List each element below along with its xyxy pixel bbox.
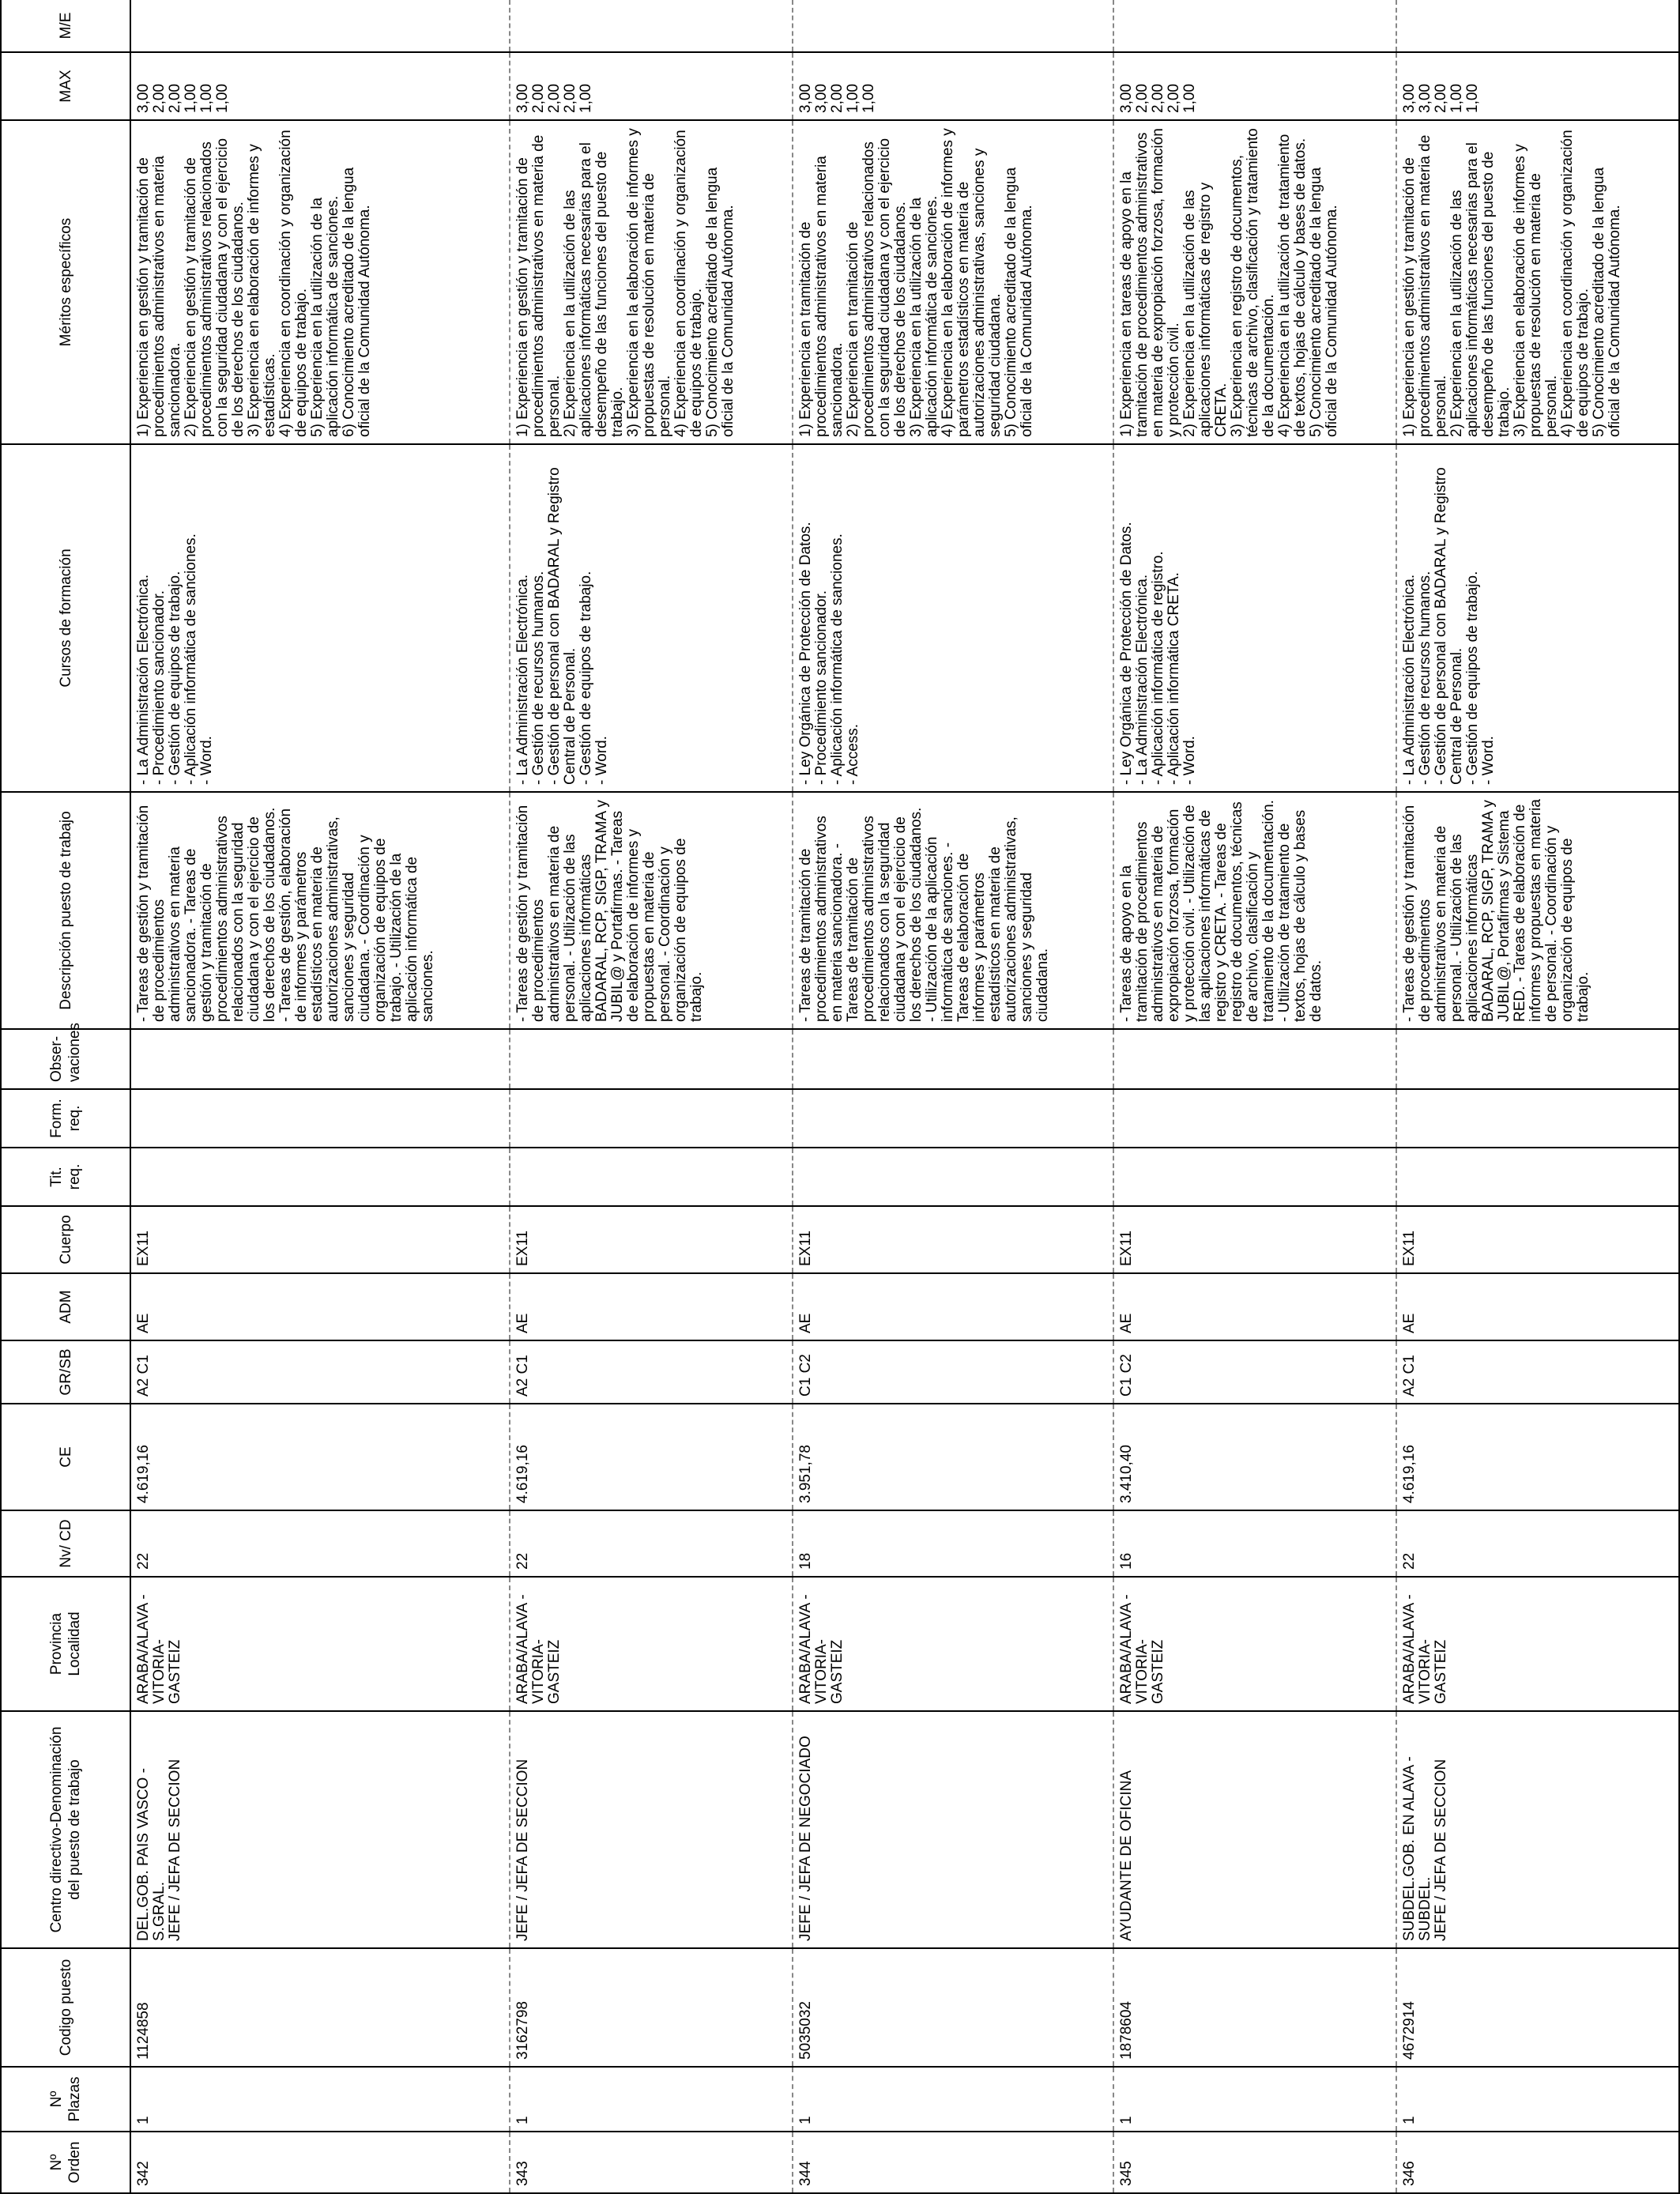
curso-item: - Gestión de recursos humanos. bbox=[529, 571, 547, 785]
cell-ce bbox=[510, 1404, 793, 1510]
max-value: 3,00 bbox=[135, 84, 152, 113]
merito-item: 3) Experiencia en registro de documentos, técnicas de archivo, clasificación y tratamiento de la documentación. bbox=[1229, 128, 1278, 437]
cell-nivel bbox=[510, 1510, 793, 1577]
cell-ce bbox=[130, 1404, 510, 1510]
grsb-value: A2 C1 bbox=[1401, 1355, 1418, 1397]
cell-orden bbox=[793, 2132, 1114, 2193]
ce-value: 4.619,16 bbox=[1401, 1445, 1418, 1503]
header-tit: Tit. req. bbox=[1, 1148, 130, 1206]
merito-item: 4) Experiencia en coordinación y organización de equipos de trabajo. bbox=[672, 130, 705, 437]
max-value: 1,00 bbox=[1448, 84, 1466, 113]
header-cursos: Cursos de formación bbox=[1, 444, 130, 792]
merito-item: 3) Experiencia en elaboración de informes y propuestas de resolución en materia de personal. bbox=[1512, 144, 1561, 437]
grsb-value: C1 C2 bbox=[797, 1354, 814, 1397]
cell-codigo bbox=[793, 1948, 1114, 2067]
cell-cursos bbox=[1113, 444, 1396, 792]
merito-item: 2) Experiencia en la utilización de las aplicaciones informáticas necesarias para el desempeño de las funciones del puesto de trabajo. bbox=[561, 142, 626, 437]
cell-max bbox=[793, 52, 1114, 120]
cell-ce bbox=[1113, 1404, 1396, 1510]
cell-max bbox=[130, 52, 510, 120]
grsb-value: A2 C1 bbox=[514, 1355, 531, 1397]
cell-descripcion bbox=[793, 792, 1114, 1029]
header-centro: Centro directivo-Denominación del puesto de trabajo bbox=[1, 1711, 130, 1948]
merito-item: 5) Experiencia en la utilización de la aplicación informática de sanciones. bbox=[309, 195, 341, 437]
curso-item: - Gestión de personal con BADARAL y Registro Central de Personal. bbox=[1433, 467, 1466, 785]
table-row bbox=[130, 0, 510, 2193]
cell-plazas bbox=[1396, 2067, 1679, 2132]
cell-orden bbox=[510, 2132, 793, 2193]
orden-value: 345 bbox=[1118, 2161, 1136, 2186]
cell-plazas bbox=[1113, 2067, 1396, 2132]
max-value: 2,00 bbox=[1134, 84, 1151, 113]
adm-value: AE bbox=[797, 1313, 814, 1333]
max-value: 2,00 bbox=[1150, 84, 1167, 113]
max-value: 1,00 bbox=[860, 84, 877, 113]
header-me: M/E bbox=[1, 0, 130, 52]
cell-meritos bbox=[1113, 120, 1396, 444]
max-value: 2,00 bbox=[828, 84, 846, 113]
cell-form bbox=[793, 1089, 1114, 1148]
cell-cursos bbox=[1396, 444, 1679, 792]
curso-item: - La Administración Electrónica. bbox=[1401, 574, 1418, 785]
cell-centro bbox=[1113, 1711, 1396, 1948]
cell-obs bbox=[510, 1029, 793, 1089]
cell-cuerpo bbox=[793, 1206, 1114, 1273]
descripcion-value: - Tareas de gestión y tramitación de procedimientos administrativos en materia sancionadora. - Tareas de gestión y tramitación de procedimientos administrativos relacionados con la seguridad ciudadana y con el ejercicio de los derechos de los ciudadanos. - Tareas de gestión, elaboración de informes y parámetros estadísticos en materia de autorizaciones administrativas, sanciones y seguridad ciudadana. - Coordinación y organización de equipos de trabajo. - Utilización de la aplicación informática de sanciones. bbox=[135, 805, 436, 1022]
cuerpo-value: EX11 bbox=[797, 1230, 814, 1266]
cell-orden bbox=[130, 2132, 510, 2193]
max-value: 3,00 bbox=[1417, 84, 1434, 113]
header-form: Form. req. bbox=[1, 1089, 130, 1148]
adm-value: AE bbox=[514, 1313, 531, 1333]
cell-centro bbox=[510, 1711, 793, 1948]
cell-tit bbox=[1113, 1148, 1396, 1206]
header-row bbox=[1, 0, 130, 2193]
denominacion-value: AYUDANTE DE OFICINA bbox=[1118, 1770, 1136, 1941]
merito-item: 2) Experiencia en la utilización de las aplicaciones informáticas necesarias para el desempeño de las funciones del puesto de trabajo. bbox=[1448, 142, 1513, 437]
grsb-value: C1 C2 bbox=[1118, 1354, 1136, 1397]
cell-grsb bbox=[130, 1340, 510, 1404]
curso-item: - Aplicación informática de sanciones. bbox=[828, 533, 846, 785]
cell-orden bbox=[1113, 2132, 1396, 2193]
header-plazas: Nº Plazas bbox=[1, 2067, 130, 2132]
header-obs: Obser-vaciones bbox=[1, 1029, 130, 1089]
merito-item: 5) Conocimiento acreditado de la lengua oficial de la Comunidad Autónoma. bbox=[1591, 167, 1624, 437]
curso-item: - Access. bbox=[844, 723, 861, 785]
max-value: 1,00 bbox=[1181, 84, 1199, 113]
max-value: 2,00 bbox=[1166, 84, 1183, 113]
curso-item: - Gestión de equipos de trabajo. bbox=[1464, 571, 1482, 785]
cell-descripcion bbox=[1396, 792, 1679, 1029]
nivel-value: 22 bbox=[1401, 1552, 1418, 1570]
cell-tit bbox=[793, 1148, 1114, 1206]
cuerpo-value: EX11 bbox=[1118, 1230, 1136, 1266]
merito-item: 3) Experiencia en la utilización de la aplicación informática de sanciones. bbox=[907, 195, 940, 437]
cell-cursos bbox=[510, 444, 793, 792]
cell-me bbox=[510, 0, 793, 52]
cell-adm bbox=[130, 1273, 510, 1340]
table-row bbox=[510, 0, 793, 2193]
cell-meritos bbox=[793, 120, 1114, 444]
max-value: 1,00 bbox=[183, 84, 199, 113]
max-value: 3,00 bbox=[812, 84, 830, 113]
cell-cuerpo bbox=[1113, 1206, 1396, 1273]
nivel-value: 22 bbox=[135, 1552, 152, 1570]
header-ce: CE bbox=[1, 1404, 130, 1510]
codigo-value: 1878604 bbox=[1118, 2001, 1136, 2060]
cell-meritos bbox=[510, 120, 793, 444]
descripcion-value: - Tareas de apoyo en la tramitación de procedimientos administrativos en materia de expropiación forzosa, formación y protección civil. - Utilización de las aplicaciones informáticas de registro y CRETA. - Tareas de registro de documentos, técnicas de archivo, clasificación y tratamiento de la documentación. - Utilización de tratamiento de textos, hojas de cálculo y bases de datos. bbox=[1118, 800, 1325, 1022]
merito-item: 2) Experiencia en gestión y tramitación de procedimientos administrativos relacionados con la seguridad ciudadana y con el ejercicio de los derechos de los ciudadanos. bbox=[183, 138, 247, 437]
merito-item: 5) Conocimiento acreditado de la lengua oficial de la Comunidad Autónoma. bbox=[703, 167, 736, 437]
cell-grsb bbox=[510, 1340, 793, 1404]
header-cuerpo: Cuerpo bbox=[1, 1206, 130, 1273]
cell-cuerpo bbox=[130, 1206, 510, 1273]
cell-descripcion bbox=[510, 792, 793, 1029]
curso-item: - Gestión de equipos de trabajo. bbox=[167, 571, 183, 785]
max-value: 1,00 bbox=[214, 84, 231, 113]
cell-centro bbox=[1396, 1711, 1679, 1948]
codigo-value: 5035032 bbox=[797, 2001, 814, 2060]
table-row bbox=[1113, 0, 1396, 2193]
cell-adm bbox=[793, 1273, 1114, 1340]
max-value: 2,00 bbox=[545, 84, 563, 113]
cell-me bbox=[130, 0, 510, 52]
denominacion-value: JEFE / JEFA DE NEGOCIADO bbox=[797, 1736, 814, 1941]
descripcion-value: - Tareas de gestión y tramitación de procedimientos administrativos en materia de personal. - Utilización de las aplicaciones informáticas BADARAL, RCP, SIGP, TRAMA y JUBIL@ y Portafirmas. - Tareas de elaboración de informes y propuestas en materia de personal. - Coordinación y organización de equipos de trabajo. bbox=[514, 800, 705, 1022]
denominacion-value: JEFE / JEFA DE SECCION bbox=[1433, 1759, 1450, 1941]
cuerpo-value: EX11 bbox=[514, 1230, 531, 1266]
cell-cursos bbox=[793, 444, 1114, 792]
curso-item: - Word. bbox=[198, 736, 215, 785]
ce-value: 3.951,78 bbox=[797, 1445, 814, 1503]
cell-provincia bbox=[1113, 1577, 1396, 1711]
table-row bbox=[793, 0, 1114, 2193]
merito-item: 1) Experiencia en tramitación de procedimientos administrativos en materia sancionadora. bbox=[797, 156, 846, 437]
max-value: 2,00 bbox=[1433, 84, 1450, 113]
header-adm: ADM bbox=[1, 1273, 130, 1340]
cell-codigo bbox=[1113, 1948, 1396, 2067]
cell-max bbox=[1113, 52, 1396, 120]
cell-tit bbox=[130, 1148, 510, 1206]
cell-nivel bbox=[793, 1510, 1114, 1577]
curso-item: - Aplicación informática de sanciones. bbox=[183, 533, 199, 785]
nivel-value: 16 bbox=[1118, 1552, 1136, 1570]
curso-item: - Procedimiento sancionador. bbox=[812, 590, 830, 785]
cell-nivel bbox=[1396, 1510, 1679, 1577]
adm-value: AE bbox=[1118, 1313, 1136, 1333]
cell-meritos bbox=[130, 120, 510, 444]
denominacion-value: JEFE / JEFA DE SECCION bbox=[167, 1759, 183, 1941]
cell-cursos bbox=[130, 444, 510, 792]
max-value: 1,00 bbox=[577, 84, 594, 113]
ce-value: 4.619,16 bbox=[514, 1445, 531, 1503]
cell-form bbox=[1113, 1089, 1396, 1148]
header-codigo: Codigo puesto bbox=[1, 1948, 130, 2067]
cell-nivel bbox=[1113, 1510, 1396, 1577]
curso-item: - La Administración Electrónica. bbox=[514, 574, 531, 785]
max-value: 3,00 bbox=[514, 84, 531, 113]
centro-directivo-value: DEL.GOB. PAIS VASCO - S.GRAL. bbox=[135, 1768, 168, 1941]
max-value: 1,00 bbox=[198, 84, 215, 113]
grsb-value: A2 C1 bbox=[135, 1355, 152, 1397]
merito-item: 2) Experiencia en tramitación de procedimientos administrativos relacionados con la seguridad ciudadana y con el ejercicio de los derechos de los ciudadanos. bbox=[844, 138, 909, 437]
merito-item: 4) Experiencia en coordinación y organización de equipos de trabajo. bbox=[1559, 130, 1592, 437]
merito-item: 2) Experiencia en la utilización de las aplicaciones informáticas de registro y CRETA. bbox=[1181, 182, 1230, 437]
table-row bbox=[1396, 0, 1679, 2193]
adm-value: AE bbox=[1401, 1313, 1418, 1333]
provincia-value: ARABA/ALAVA - VITORIA-GASTEIZ bbox=[514, 1594, 563, 1704]
merito-item: 3) Experiencia en la elaboración de informes y propuestas de resolución en materia de personal. bbox=[624, 128, 673, 437]
max-value: 2,00 bbox=[167, 84, 183, 113]
cell-obs bbox=[793, 1029, 1114, 1089]
max-value: 2,00 bbox=[561, 84, 578, 113]
codigo-value: 3162798 bbox=[514, 2001, 531, 2060]
cell-codigo bbox=[510, 1948, 793, 2067]
curso-item: - La Administración Electrónica. bbox=[135, 574, 152, 785]
codigo-value: 4672914 bbox=[1401, 2001, 1418, 2060]
cell-obs bbox=[130, 1029, 510, 1089]
plazas-value: 1 bbox=[1118, 2116, 1136, 2124]
cell-max bbox=[510, 52, 793, 120]
cell-obs bbox=[1396, 1029, 1679, 1089]
curso-item: - Aplicación informática CRETA. bbox=[1166, 572, 1183, 785]
header-nivel: Nv/ CD bbox=[1, 1510, 130, 1577]
cell-provincia bbox=[793, 1577, 1114, 1711]
max-value: 1,00 bbox=[844, 84, 861, 113]
orden-value: 346 bbox=[1401, 2161, 1418, 2186]
curso-item: - La Administración Electrónica. bbox=[1134, 574, 1151, 785]
plazas-value: 1 bbox=[135, 2116, 152, 2124]
descripcion-value: - Tareas de tramitación de procedimientos administrativos en materia sancionadora. - Tareas de tramitación de procedimientos administrativos relacionados con la seguridad ciudadana y con el ejercicio de los derechos de los ciudadanos. - Utilización de la aplicación informática de sanciones. - Tareas de elaboración de informes y parámetros estadísticos en materia de autorizaciones administrativas, sanciones y seguridad ciudadana. bbox=[797, 807, 1051, 1022]
cell-cuerpo bbox=[510, 1206, 793, 1273]
provincia-value: ARABA/ALAVA - VITORIA-GASTEIZ bbox=[1118, 1594, 1167, 1704]
merito-item: 3) Experiencia en elaboración de informes y estadísticas. bbox=[246, 144, 278, 437]
curso-item: - Aplicación informática de registro. bbox=[1150, 551, 1167, 785]
cuerpo-value: EX11 bbox=[1401, 1230, 1418, 1266]
cell-cuerpo bbox=[1396, 1206, 1679, 1273]
cell-me bbox=[793, 0, 1114, 52]
cell-descripcion bbox=[130, 792, 510, 1029]
max-value: 2,00 bbox=[529, 84, 547, 113]
header-descripcion: Descripción puesto de trabajo bbox=[1, 792, 130, 1029]
cell-grsb bbox=[1113, 1340, 1396, 1404]
cell-ce bbox=[1396, 1404, 1679, 1510]
max-value: 3,00 bbox=[1118, 84, 1136, 113]
plazas-value: 1 bbox=[797, 2116, 814, 2124]
cell-descripcion bbox=[1113, 792, 1396, 1029]
cell-codigo bbox=[130, 1948, 510, 2067]
cell-form bbox=[510, 1089, 793, 1148]
merito-item: 4) Experiencia en la utilización de tratamiento de textos, hojas de cálculo y bases de datos. bbox=[1276, 134, 1309, 437]
cell-meritos bbox=[1396, 120, 1679, 444]
curso-item: - Gestión de personal con BADARAL y Registro Central de Personal. bbox=[545, 467, 578, 785]
descripcion-value: - Tareas de gestión y tramitación de procedimientos administrativos en materia de personal. - Utilización de las aplicaciones informáticas BADARAL, RCP, SIGP, TRAMA y JUBIL@, Portafirmas y Sistema RED. - Tareas de elaboración de informes y propuestas en materia de personal. - Coordinación y organización de equipos de trabajo. bbox=[1401, 799, 1592, 1022]
header-max: MAX bbox=[1, 52, 130, 120]
cell-obs bbox=[1113, 1029, 1396, 1089]
cell-adm bbox=[1113, 1273, 1396, 1340]
cell-form bbox=[1396, 1089, 1679, 1148]
codigo-value: 1124858 bbox=[135, 2002, 152, 2060]
cell-tit bbox=[510, 1148, 793, 1206]
provincia-value: ARABA/ALAVA - VITORIA-GASTEIZ bbox=[797, 1594, 846, 1704]
cell-centro bbox=[130, 1711, 510, 1948]
cell-adm bbox=[510, 1273, 793, 1340]
orden-value: 344 bbox=[797, 2161, 814, 2186]
merito-item: 6) Conocimiento acreditado de la lengua oficial de la Comunidad Autónoma. bbox=[341, 167, 373, 437]
cell-provincia bbox=[510, 1577, 793, 1711]
merito-item: 5) Conocimiento acreditado de la lengua oficial de la Comunidad Autónoma. bbox=[1308, 167, 1341, 437]
cell-me bbox=[1396, 0, 1679, 52]
denominacion-value: JEFE / JEFA DE SECCION bbox=[514, 1759, 531, 1941]
cell-plazas bbox=[793, 2067, 1114, 2132]
cell-plazas bbox=[510, 2067, 793, 2132]
merito-item: 4) Experiencia en coordinación y organización de equipos de trabajo. bbox=[277, 130, 310, 437]
provincia-value: ARABA/ALAVA - VITORIA-GASTEIZ bbox=[1401, 1594, 1450, 1704]
curso-item: - Procedimiento sancionador. bbox=[151, 590, 168, 785]
plazas-value: 1 bbox=[1401, 2116, 1418, 2124]
cuerpo-value: EX11 bbox=[135, 1230, 152, 1266]
merito-item: 1) Experiencia en gestión y tramitación de procedimientos administrativos en materia de personal. bbox=[1401, 134, 1450, 437]
header-grsb: GR/SB bbox=[1, 1340, 130, 1404]
cell-nivel bbox=[130, 1510, 510, 1577]
curso-item: - Word. bbox=[1181, 736, 1199, 785]
merito-item: 4) Experiencia en la elaboración de informes y parámetros estadísticos en materia de autorizaciones administrativas, sanciones y seguridad ciudadana. bbox=[939, 128, 1004, 437]
max-value: 1,00 bbox=[1464, 84, 1482, 113]
orden-value: 342 bbox=[135, 2161, 152, 2186]
cell-orden bbox=[1396, 2132, 1679, 2193]
nivel-value: 22 bbox=[514, 1552, 531, 1570]
merito-item: 1) Experiencia en tareas de apoyo en la tramitación de procedimientos administrativos en materia de expropiación forzosa, formación y protección civil. bbox=[1118, 128, 1183, 437]
cell-grsb bbox=[793, 1340, 1114, 1404]
merito-item: 1) Experiencia en gestión y tramitación de procedimientos administrativos en materia sancionadora. bbox=[135, 156, 183, 437]
ce-value: 4.619,16 bbox=[135, 1445, 152, 1503]
cell-centro bbox=[793, 1711, 1114, 1948]
curso-item: - Gestión de equipos de trabajo. bbox=[577, 571, 594, 785]
nivel-value: 18 bbox=[797, 1552, 814, 1570]
max-value: 3,00 bbox=[797, 84, 814, 113]
cell-adm bbox=[1396, 1273, 1679, 1340]
cell-ce bbox=[793, 1404, 1114, 1510]
header-orden: Nº Orden bbox=[1, 2132, 130, 2193]
cell-form bbox=[130, 1089, 510, 1148]
header-meritos: Méritos específicos bbox=[1, 120, 130, 444]
adm-value: AE bbox=[135, 1313, 152, 1333]
curso-item: - Word. bbox=[1480, 736, 1497, 785]
max-value: 3,00 bbox=[1401, 84, 1418, 113]
merito-item: 1) Experiencia en gestión y tramitación de procedimientos administrativos en materia de personal. bbox=[514, 134, 563, 437]
cell-grsb bbox=[1396, 1340, 1679, 1404]
provincia-value: ARABA/ALAVA - VITORIA-GASTEIZ bbox=[135, 1594, 183, 1704]
cell-provincia bbox=[1396, 1577, 1679, 1711]
ce-value: 3.410,40 bbox=[1118, 1445, 1136, 1503]
curso-item: - Ley Orgánica de Protección de Datos. bbox=[1118, 522, 1136, 785]
cell-tit bbox=[1396, 1148, 1679, 1206]
max-value: 2,00 bbox=[151, 84, 168, 113]
cell-plazas bbox=[130, 2067, 510, 2132]
curso-item: - Gestión de recursos humanos. bbox=[1417, 571, 1434, 785]
cell-max bbox=[1396, 52, 1679, 120]
cell-provincia bbox=[130, 1577, 510, 1711]
cell-codigo bbox=[1396, 1948, 1679, 2067]
curso-item: - Word. bbox=[593, 736, 610, 785]
cell-me bbox=[1113, 0, 1396, 52]
header-provincia: Provincia Localidad bbox=[1, 1577, 130, 1711]
orden-value: 343 bbox=[514, 2161, 531, 2186]
merito-item: 5) Conocimiento acreditado de la lengua oficial de la Comunidad Autónoma. bbox=[1002, 167, 1035, 437]
plazas-value: 1 bbox=[514, 2116, 531, 2124]
centro-directivo-value: SUBDEL.GOB. EN ALAVA - SUBDEL. bbox=[1401, 1756, 1434, 1941]
curso-item: - Ley Orgánica de Protección de Datos. bbox=[797, 522, 814, 785]
